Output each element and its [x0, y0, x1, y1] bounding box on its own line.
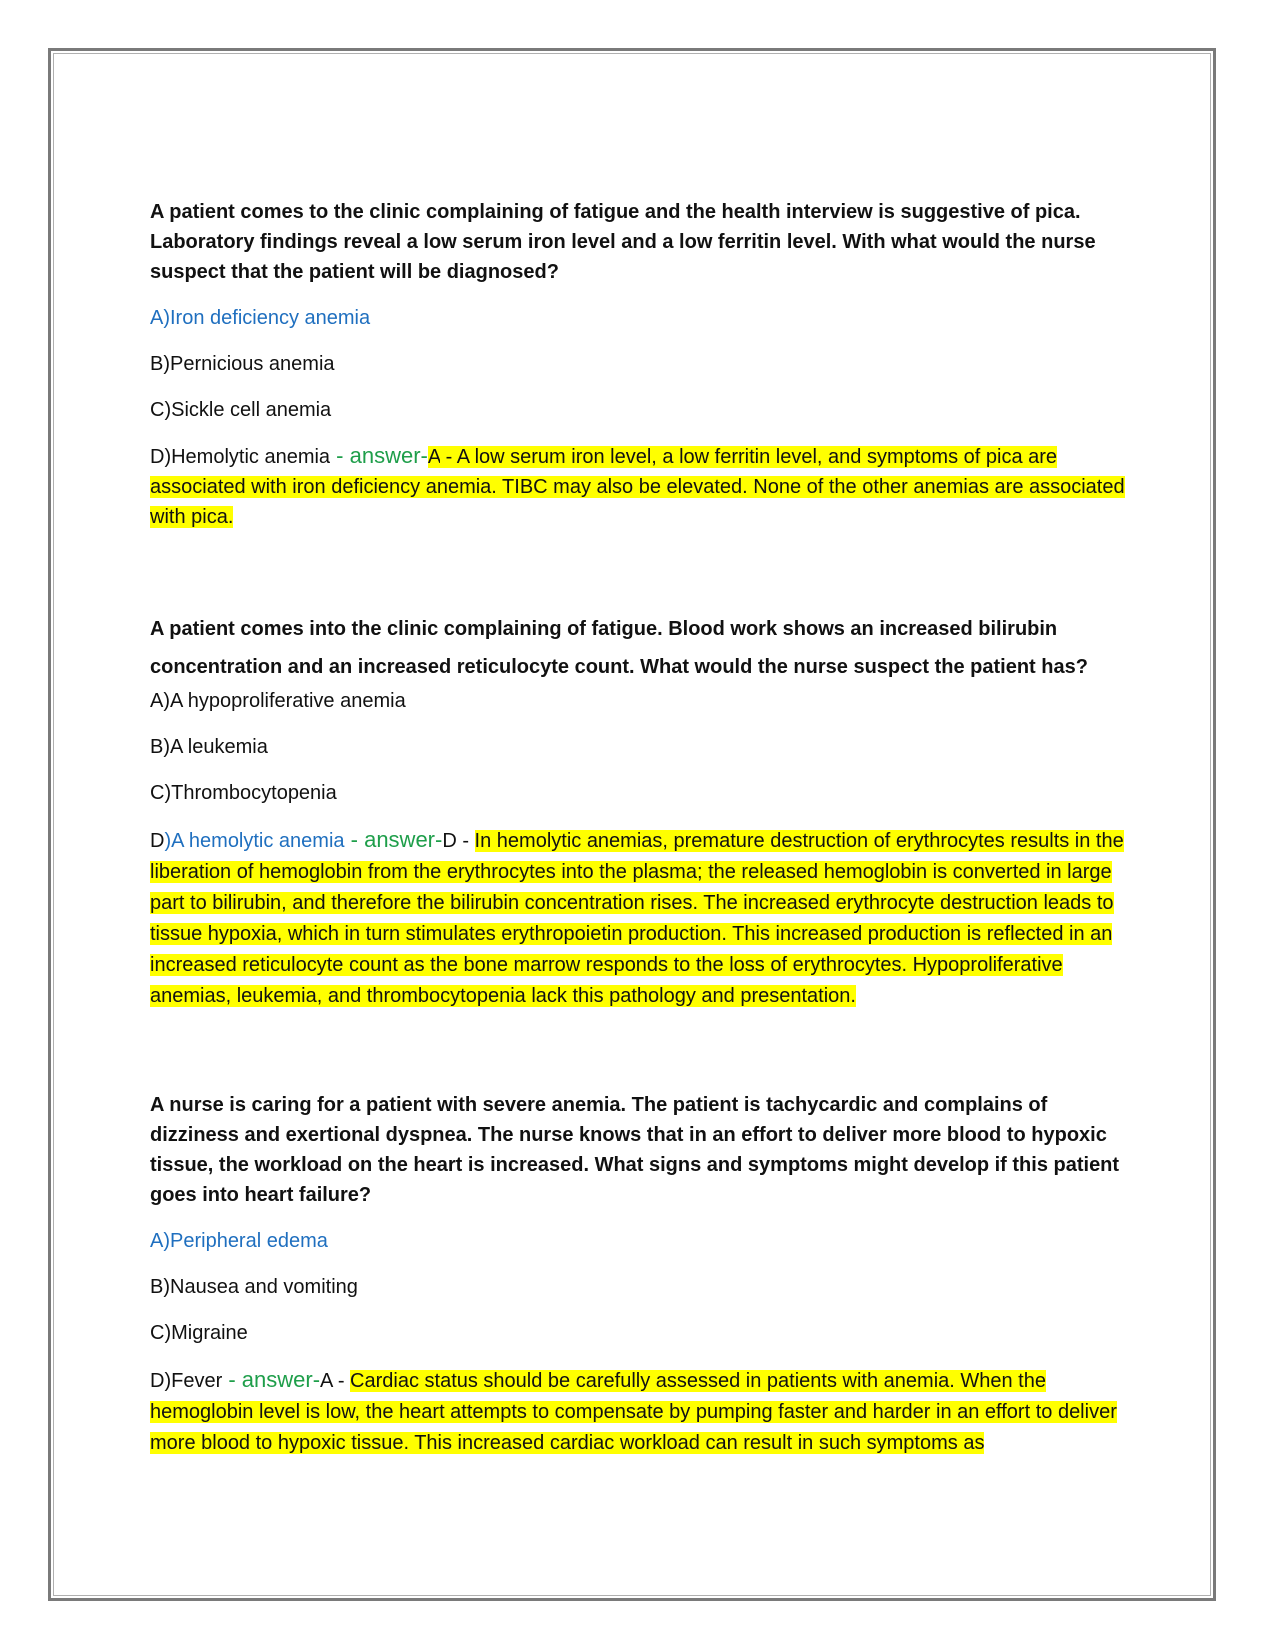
option-d-answer: [150, 824, 1130, 1012]
option-c: C)Thrombocytopenia: [150, 782, 337, 804]
document-body: [150, 197, 1130, 1459]
option-d-answer: [150, 441, 1130, 532]
option-d-prefix: D: [150, 830, 165, 852]
answer-rationale: In hemolytic anemias, premature destruction of erythrocytes results in the liberation of hemoglobin from the erythrocytes into the plasma; the released hemoglobin is converted in large part to bilirubin, and therefore the bilirubin concentration rises. The increased erythrocyte destruction leads to tissue hypoxia, which in turn stimulates erythropoietin production. This increased production is reflected in an increased reticulocyte count as the bone marrow responds to the loss of erythrocytes. Hypoproliferative anemias, leukemia, and thrombocytopenia lack this pathology and presentation.: [150, 830, 1124, 1007]
option-c: C)Sickle cell anemia: [150, 399, 332, 421]
answer-letter: A -: [320, 1370, 351, 1392]
answer-letter: A: [427, 446, 441, 468]
question-block-1: [150, 197, 1130, 532]
question-block-3: [150, 1090, 1130, 1459]
option-b: B)Nausea and vomiting: [150, 1276, 358, 1298]
answer-letter: D -: [442, 830, 475, 852]
question-text: A nurse is caring for a patient with severe anemia. The patient is tachycardic and complains of dizziness and exertional dyspnea. The nurse knows that in an effort to deliver more blood to hypoxic tissue, the workload on the heart is increased. What signs and symptoms might develop if this patient goes into heart failure?: [150, 1094, 1120, 1206]
option-d: D)Hemolytic anemia: [150, 446, 331, 468]
option-d: )A hemolytic anemia: [164, 830, 345, 852]
option-a: A)A hypoproliferative anemia: [150, 690, 406, 712]
spacer: [150, 532, 1130, 610]
option-b: B)Pernicious anemia: [150, 353, 335, 375]
option-a: A)Peripheral edema: [150, 1230, 328, 1252]
question-text: A patient comes into the clinic complaining of fatigue. Blood work shows an increased bilirubin concentration and an increased reticulocyte count. What would the nurse suspect the patient has?: [150, 618, 1088, 678]
question-text: A patient comes to the clinic complaining of fatigue and the health interview is suggestive of pica. Laboratory findings reveal a low serum iron level and a low ferritin level. With what would the nurse suspect that the patient will be diagnosed?: [150, 201, 1096, 283]
option-b: B)A leukemia: [150, 736, 268, 758]
option-d-answer: [150, 1364, 1130, 1459]
answer-label: - answer-: [344, 827, 443, 852]
spacer: [150, 1012, 1130, 1090]
option-a: A)Iron deficiency anemia: [150, 307, 371, 329]
answer-label: - answer-: [330, 443, 428, 468]
answer-rationale: - A low serum iron level, a low ferritin level, and symptoms of pica are associated with iron deficiency anemia. TIBC may also be elevated. None of the other anemias are associated with pica.: [150, 446, 1125, 528]
question-block-2: [150, 610, 1130, 1012]
answer-rationale: Cardiac status should be carefully assessed in patients with anemia. When the hemoglobin level is low, the heart attempts to compensate by pumping faster and harder in an effort to deliver more blood to hypoxic tissue. This increased cardiac workload can result in such symptoms as: [150, 1370, 1117, 1454]
answer-label: - answer-: [222, 1367, 321, 1392]
option-d: D)Fever: [150, 1370, 223, 1392]
option-c: C)Migraine: [150, 1322, 248, 1344]
